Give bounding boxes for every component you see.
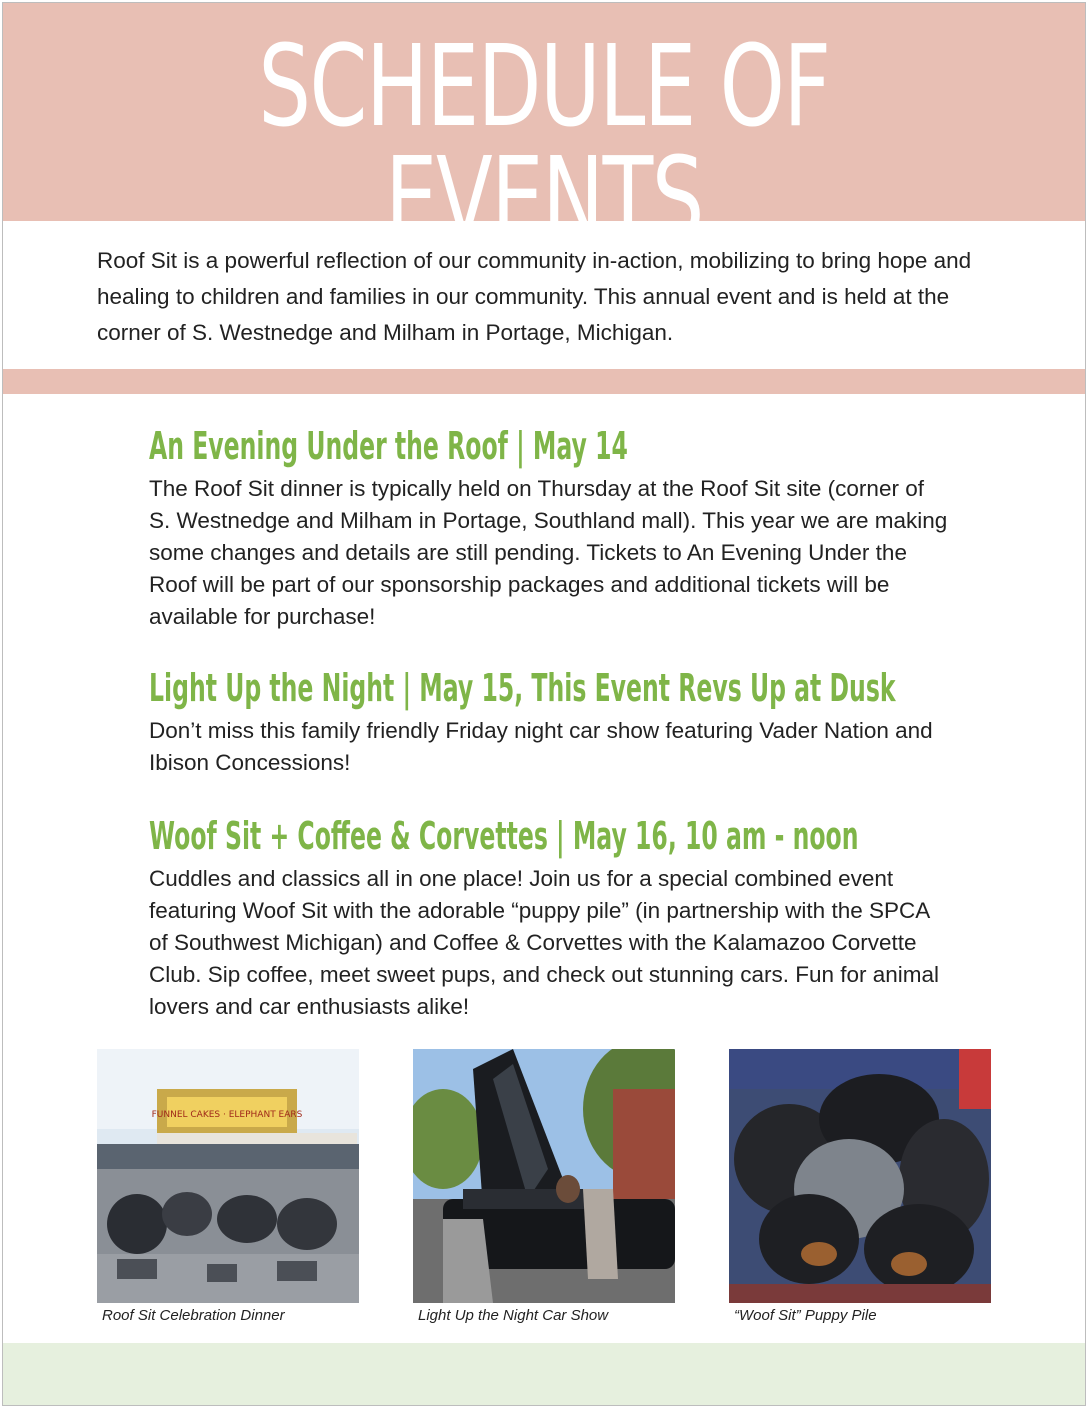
concession-sign-text: FUNNEL CAKES · ELEPHANT EARS <box>151 1110 303 1120</box>
event-woof-sit-coffee-corvettes <box>149 814 949 1023</box>
event-heading: Woof Sit + Coffee & Corvettes | May 16, 10 am - noon <box>149 814 859 858</box>
footer-band <box>3 1343 1085 1405</box>
photo-car-show <box>413 1049 675 1303</box>
event-description: Don’t miss this family friendly Friday night car show featuring Vader Nation and Ibison Concessions! <box>149 718 933 775</box>
divider-band <box>3 369 1085 394</box>
title-banner <box>3 3 1085 264</box>
photo-caption: Light Up the Night Car Show <box>418 1307 609 1324</box>
photo-celebration-dinner <box>97 1049 359 1303</box>
photo-puppy-pile <box>729 1049 991 1303</box>
event-description: Cuddles and classics all in one place! Join us for a special combined event featuring Woof Sit with the adorable “puppy pile” (in partnership with the SPCA of Southwest Michigan) and Coffee & Corvettes with the Kalamazoo Corvette Club. Sip coffee, meet sweet pups, and check out stunning cars. Fun for animal lovers and car enthusiasts alike! <box>149 866 940 1019</box>
photo-caption: “Woof Sit” Puppy Pile <box>734 1307 877 1324</box>
event-light-up-the-night <box>149 666 949 779</box>
page-title: SCHEDULE OF EVENTS <box>258 22 830 264</box>
photo-caption: Roof Sit Celebration Dinner <box>102 1307 285 1324</box>
event-evening-under-the-roof <box>149 424 949 633</box>
event-heading: An Evening Under the Roof | May 14 <box>149 424 628 468</box>
event-description: The Roof Sit dinner is typically held on Thursday at the Roof Sit site (corner of S. Westnedge and Milham in Portage, Southland mall). This year we are making some changes and details are still pending. Tickets to An Evening Under the Roof will be part of our sponsorship packages and additional tickets will be available for purchase! <box>149 476 948 629</box>
event-heading: Light Up the Night | May 15, This Event Revs Up at Dusk <box>149 666 896 710</box>
page <box>2 2 1086 1406</box>
intro-paragraph: Roof Sit is a powerful reflection of our community in-action, mobilizing to bring hope and healing to children and families in our community. This annual event and is held at the corner of S. Westnedge and Milham in Portage, Michigan. <box>97 248 972 345</box>
